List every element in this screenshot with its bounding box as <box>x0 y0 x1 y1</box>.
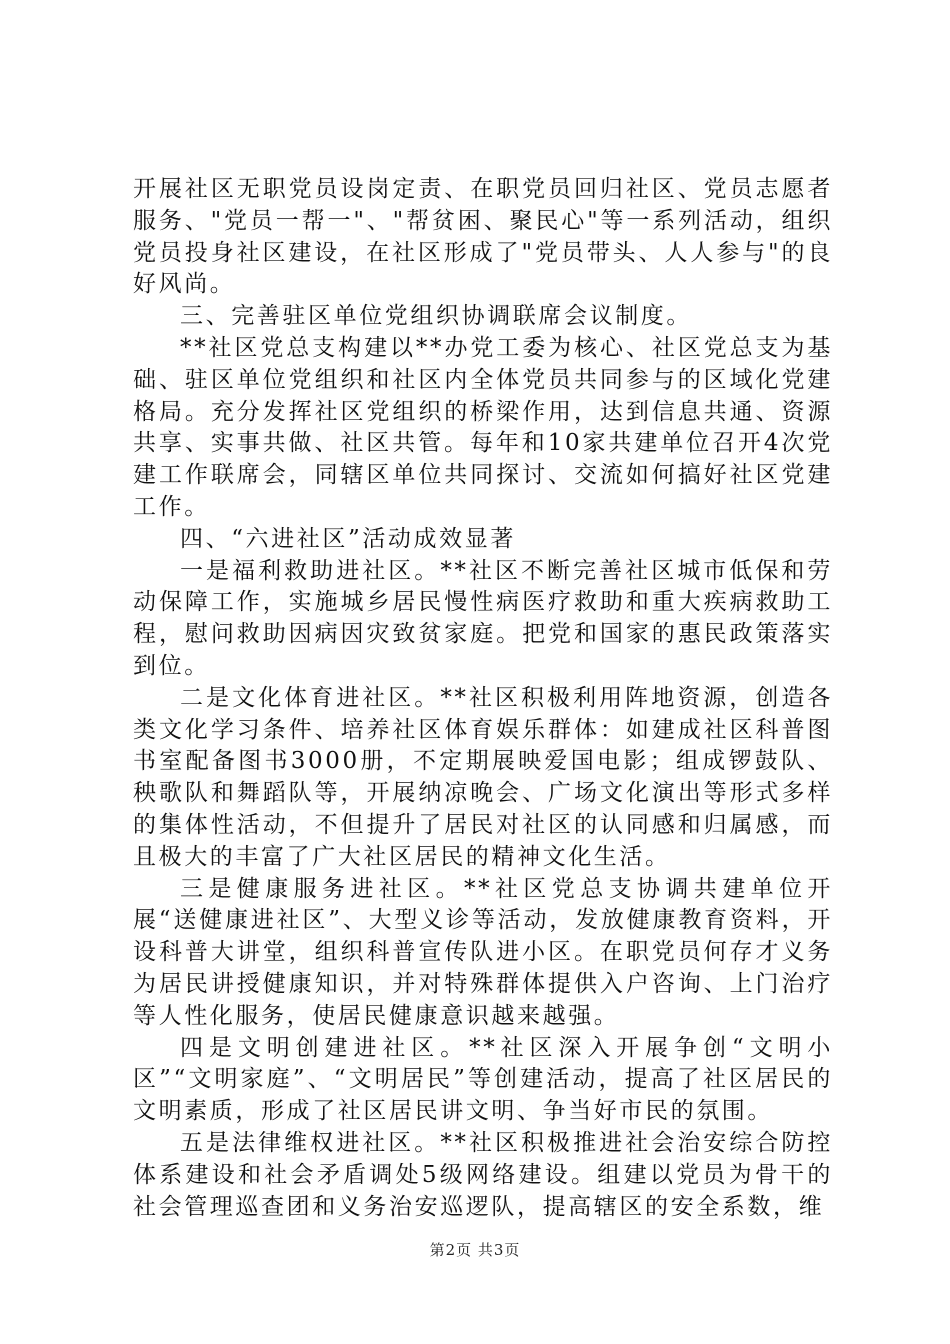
paragraph-welfare: 一是福利救助进社区。**社区不断完善社区城市低保和劳动保障工作，实施城乡居民慢性病医疗救助和重大疾病救助工程，慰问救助因病因灾致贫家庭。把党和国家的惠民政策落实到位。 <box>133 557 833 679</box>
section-heading-3: 三、完善驻区单位党组织协调联席会议制度。 <box>180 303 692 330</box>
paragraph-1: 开展社区无职党员设岗定责、在职党员回归社区、党员志愿者服务、"党员一帮一"、"帮贫困、聚民心"等一系列活动，组织党员投身社区建设，在社区形成了"党员带头、人人参与"的良好风尚。 <box>133 176 833 298</box>
page-footer: 第2页 共3页 <box>429 1241 521 1259</box>
paragraph-3: **社区党总支构建以**办党工委为核心、社区党总支为基础、驻区单位党组织和社区内全体党员共同参与的区域化党建格局。充分发挥社区党组织的桥梁作用，达到信息共通、资源共享、实事共做、社区共管。每年和10家共建单位召开4次党建工作联席会，同辖区单位共同探讨、交流如何搞好社区党建工作。 <box>133 334 833 520</box>
document-body <box>133 174 833 1223</box>
section-heading-4: 四、“六进社区”活动成效显著 <box>180 525 516 552</box>
paragraph-health: 三是健康服务进社区。**社区党总支协调共建单位开展“送健康进社区”、大型义诊等活动，发放健康教育资料，开设科普大讲堂，组织科普宣传队进小区。在职党员何存才义务为居民讲授健康知识，并对特殊群体提供入户咨询、上门治疗等人性化服务，使居民健康意识越来越强。 <box>133 875 833 1029</box>
paragraph-culture: 二是文化体育进社区。**社区积极利用阵地资源，创造各类文化学习条件、培养社区体育娱乐群体：如建成社区科普图书室配备图书3000册，不定期展映爱国电影；组成锣鼓队、秧歌队和舞蹈队等，开展纳凉晚会、广场文化演出等形式多样的集体性活动，不但提升了居民对社区的认同感和归属感，而且极大的丰富了广大社区居民的精神文化生活。 <box>133 684 833 870</box>
paragraph-civility: 四是文明创建进社区。**社区深入开展争创“文明小区”“文明家庭”、“文明居民”等创建活动，提高了社区居民的文明素质，形成了社区居民讲文明、争当好市民的氛围。 <box>133 1034 833 1125</box>
paragraph-legal: 五是法律维权进社区。**社区积极推进社会治安综合防控体系建设和社会矛盾调处5级网络建设。组建以党员为骨干的社会管理巡查团和义务治安巡逻队，提高辖区的安全系数，维 <box>133 1129 833 1220</box>
